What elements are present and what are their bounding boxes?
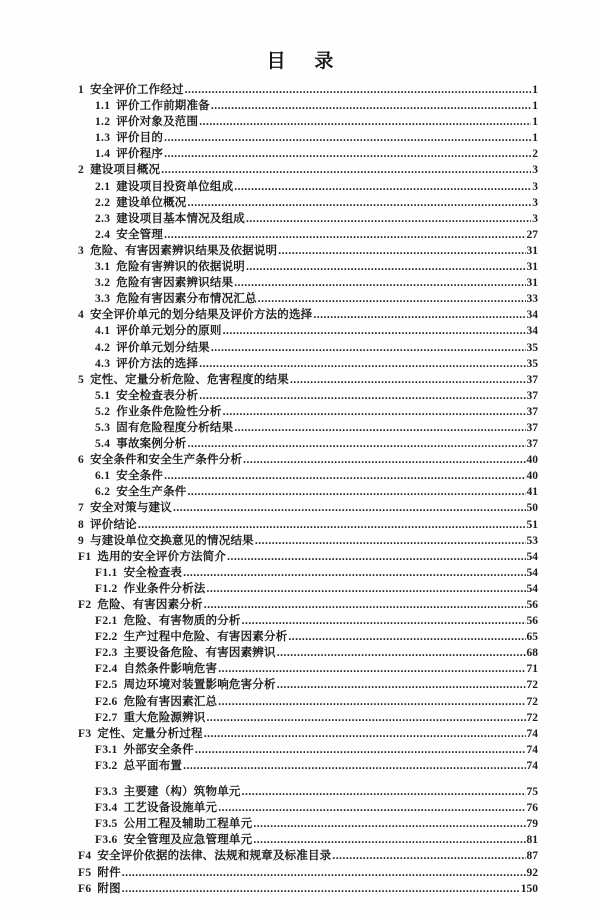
toc-dot-leader bbox=[255, 533, 526, 549]
toc-entry-number: 1.4 bbox=[95, 148, 111, 161]
toc-entry-number: F2.2 bbox=[95, 631, 118, 644]
toc-dot-leader bbox=[199, 388, 525, 404]
toc-entry[interactable] bbox=[78, 114, 538, 130]
toc-entry-label: 自然条件影响危害 bbox=[123, 663, 218, 676]
toc-entry-page: 37 bbox=[526, 405, 538, 418]
toc-dot-leader bbox=[204, 726, 526, 742]
toc-entry-label: 评价工作前期准备 bbox=[116, 100, 210, 113]
toc-dot-leader bbox=[288, 629, 525, 645]
toc-dot-leader bbox=[277, 677, 526, 693]
toc-entry-label: 安全评价工作经过 bbox=[90, 84, 184, 96]
toc-entry-number: F2.7 bbox=[95, 711, 118, 724]
toc-entry-page: 27 bbox=[526, 228, 538, 241]
toc-entry-page: 37 bbox=[526, 373, 538, 386]
toc-entry-page: 1 bbox=[532, 116, 538, 129]
toc-entry-label: 建设单位概况 bbox=[116, 196, 187, 209]
toc-entry[interactable] bbox=[78, 565, 538, 581]
toc-entry-number: F2.1 bbox=[95, 615, 118, 628]
toc-entry-number: F3 bbox=[78, 727, 92, 740]
toc-entry-number: F2.3 bbox=[95, 647, 118, 660]
toc-entry-number: F3.6 bbox=[95, 834, 118, 847]
toc-entry-page: 150 bbox=[520, 882, 538, 895]
toc-entry-number: 4 bbox=[78, 309, 85, 322]
toc-entry-number: 2.3 bbox=[95, 212, 111, 225]
toc-dot-leader bbox=[204, 597, 526, 613]
toc-entry-label: 建设项目基本情况及组成 bbox=[116, 212, 245, 225]
toc-entry-page: 3 bbox=[532, 196, 538, 209]
toc-entry-label: 安全条件和安全生产条件分析 bbox=[90, 454, 243, 467]
toc-dot-leader bbox=[253, 832, 525, 848]
toc-entry-label: 事故案例分析 bbox=[116, 438, 187, 451]
toc-dot-leader bbox=[246, 259, 526, 275]
toc-entry[interactable] bbox=[78, 500, 538, 516]
toc-dot-leader bbox=[242, 784, 526, 800]
toc-entry-page: 74 bbox=[526, 759, 538, 772]
toc-entry-page: 35 bbox=[526, 341, 538, 354]
toc-dot-leader bbox=[183, 565, 525, 581]
toc-entry-page: 56 bbox=[526, 615, 538, 628]
toc-entry-page: 65 bbox=[526, 631, 538, 644]
toc-entry-page: 3 bbox=[532, 180, 538, 193]
toc-entry-label: 评价方法的选择 bbox=[116, 357, 199, 370]
toc-entry-page: 92 bbox=[526, 866, 538, 879]
toc-entry-number: F1.2 bbox=[95, 582, 118, 595]
toc-entry-label: 安全评价依据的法律、法规和规章及标准目录 bbox=[97, 850, 332, 863]
toc-entry-number: F3.1 bbox=[95, 743, 118, 756]
toc-entry-page: 54 bbox=[526, 550, 538, 563]
toc-entry-page: 3 bbox=[532, 164, 538, 177]
toc-entry[interactable] bbox=[78, 291, 538, 307]
toc-entry-page: 56 bbox=[526, 599, 538, 611]
toc-entry-label: 工艺设备设施单元 bbox=[123, 802, 218, 815]
toc-dot-leader bbox=[246, 211, 531, 227]
toc-entry[interactable] bbox=[78, 848, 538, 864]
toc-entry-page: 81 bbox=[526, 834, 538, 847]
toc-entry-number: 3.1 bbox=[95, 261, 111, 274]
toc-entry[interactable] bbox=[78, 82, 538, 98]
toc-entry-label: 评价单元划分结果 bbox=[116, 341, 210, 354]
toc-entry-page: 35 bbox=[526, 357, 538, 370]
toc-entry[interactable] bbox=[78, 195, 538, 211]
toc-entry[interactable] bbox=[78, 677, 538, 693]
toc-entry[interactable] bbox=[78, 420, 538, 436]
toc-entry[interactable] bbox=[78, 436, 538, 452]
toc-entry-number: F3.2 bbox=[95, 759, 118, 772]
toc-entry-page: 79 bbox=[526, 818, 538, 831]
toc-dot-leader bbox=[234, 179, 531, 195]
toc-dot-leader bbox=[332, 848, 525, 864]
toc-entry-label: 安全条件 bbox=[116, 470, 164, 483]
toc-entry[interactable] bbox=[78, 816, 538, 832]
toc-dot-leader bbox=[183, 758, 525, 774]
toc-entry-page: 72 bbox=[526, 711, 538, 724]
toc-entry-label: 评价目的 bbox=[116, 132, 164, 145]
toc-entry-page: 72 bbox=[526, 695, 538, 708]
toc-entry-label: 安全检查表 bbox=[123, 566, 183, 579]
toc-entry-number: 1.2 bbox=[95, 116, 111, 129]
toc-entry-number: 1.1 bbox=[95, 100, 111, 113]
toc-entry-label: 作业条件分析法 bbox=[123, 582, 206, 595]
toc-entry-page: 53 bbox=[526, 534, 538, 547]
toc-entry-page: 54 bbox=[526, 582, 538, 595]
toc-dot-leader bbox=[195, 742, 526, 758]
toc-entry[interactable] bbox=[78, 597, 538, 613]
toc-entry-number: F2.5 bbox=[95, 679, 118, 692]
toc-dot-leader bbox=[164, 130, 531, 146]
toc-entry-label: 危险、有害因素辨识结果及依据说明 bbox=[90, 244, 278, 257]
toc-entry[interactable] bbox=[78, 227, 538, 243]
toc-entry-page: 54 bbox=[526, 566, 538, 579]
toc-entry-label: 危险、有害因素分析 bbox=[97, 599, 203, 611]
toc-entry-number: F1 bbox=[78, 550, 92, 563]
toc-entry-label: 安全检查表分析 bbox=[116, 389, 199, 402]
toc-entry[interactable] bbox=[78, 243, 538, 259]
toc-entry[interactable] bbox=[78, 211, 538, 227]
toc-entry-number: 3.3 bbox=[95, 293, 111, 306]
toc-entry-page: 37 bbox=[526, 438, 538, 451]
toc-entry-label: 重大危险源辨识 bbox=[123, 711, 206, 724]
toc-entry-page: 1 bbox=[532, 84, 538, 96]
toc-entry-label: 建设项目投资单位组成 bbox=[116, 180, 234, 193]
toc-entry[interactable] bbox=[78, 404, 538, 420]
toc-entry[interactable] bbox=[78, 613, 538, 629]
toc-entry-label: 危险有害因素辨识结果 bbox=[116, 277, 234, 290]
toc-dot-leader bbox=[122, 865, 526, 881]
toc-dot-leader bbox=[223, 323, 526, 339]
toc-entry[interactable] bbox=[78, 146, 538, 162]
toc-entry-label: 评价结论 bbox=[90, 518, 137, 531]
toc-entry-label: 主要设备危险、有害因素辨识 bbox=[123, 647, 276, 660]
toc-entry-page: 74 bbox=[526, 727, 538, 740]
toc-entry[interactable] bbox=[78, 372, 538, 388]
toc-entry-label: 危险有害辨识的依据说明 bbox=[116, 261, 245, 274]
toc-dot-leader bbox=[218, 661, 525, 677]
toc-entry-label: 评价程序 bbox=[116, 148, 164, 161]
toc-entry-label: 与建设单位交换意见的情况结果 bbox=[90, 534, 254, 547]
toc-dot-leader bbox=[187, 436, 525, 452]
toc-entry-number: F2.4 bbox=[95, 663, 118, 676]
toc-entry-number: F6 bbox=[78, 882, 92, 895]
toc-list bbox=[78, 82, 538, 897]
toc-entry-number: 9 bbox=[78, 534, 85, 547]
toc-entry-label: 评价对象及范围 bbox=[116, 116, 199, 129]
toc-entry-page: 33 bbox=[526, 293, 538, 306]
toc-dot-leader bbox=[199, 356, 525, 372]
toc-entry[interactable] bbox=[78, 179, 538, 195]
toc-dot-leader bbox=[234, 420, 525, 436]
toc-entry[interactable] bbox=[78, 661, 538, 677]
toc-entry[interactable] bbox=[78, 356, 538, 372]
toc-entry-number: F3.5 bbox=[95, 818, 118, 831]
toc-entry[interactable] bbox=[78, 645, 538, 661]
toc-entry-label: 生产过程中危险、有害因素分析 bbox=[123, 631, 288, 644]
toc-entry[interactable] bbox=[78, 629, 538, 645]
toc-dot-leader bbox=[223, 404, 526, 420]
toc-entry-label: 危险、有害物质的分析 bbox=[123, 615, 241, 628]
toc-entry[interactable] bbox=[78, 710, 538, 726]
toc-dot-leader bbox=[164, 468, 525, 484]
toc-entry-label: 公用工程及辅助工程单元 bbox=[123, 818, 253, 831]
toc-entry[interactable] bbox=[78, 881, 538, 897]
toc-entry-number: F3.4 bbox=[95, 802, 118, 815]
toc-entry-page: 75 bbox=[526, 786, 538, 799]
toc-dot-leader bbox=[122, 881, 520, 897]
toc-entry-number: 1.3 bbox=[95, 132, 111, 145]
toc-dot-leader bbox=[242, 613, 526, 629]
toc-dot-leader bbox=[161, 162, 531, 178]
toc-entry-number: 1 bbox=[78, 84, 85, 96]
toc-entry-number: 6.2 bbox=[95, 486, 111, 499]
toc-entry-label: 安全生产条件 bbox=[116, 486, 187, 499]
toc-entry[interactable] bbox=[78, 275, 538, 291]
toc-entry-page: 1 bbox=[532, 132, 538, 145]
toc-entry-number: 4.2 bbox=[95, 341, 111, 354]
toc-entry-page: 76 bbox=[526, 802, 538, 815]
toc-entry[interactable] bbox=[78, 533, 538, 549]
toc-dot-leader bbox=[164, 146, 531, 162]
toc-dot-leader bbox=[218, 800, 525, 816]
toc-entry[interactable] bbox=[78, 726, 538, 742]
toc-entry-label: 主要建（构）筑物单元 bbox=[123, 786, 241, 799]
toc-entry-page: 2 bbox=[532, 148, 538, 161]
toc-entry-number: F2.6 bbox=[95, 695, 118, 708]
toc-entry-label: 周边环境对装置影响危害分析 bbox=[123, 679, 276, 692]
toc-dot-leader bbox=[164, 227, 525, 243]
toc-entry[interactable] bbox=[78, 340, 538, 356]
toc-entry-label: 总平面布置 bbox=[123, 759, 183, 772]
toc-entry-label: 定性、定量分析危险、危害程度的结果 bbox=[90, 373, 289, 386]
toc-entry-page: 37 bbox=[526, 421, 538, 434]
toc-entry-number: F3.3 bbox=[95, 786, 118, 799]
toc-entry-label: 危险有害因素汇总 bbox=[123, 695, 218, 708]
toc-entry-page: 87 bbox=[526, 850, 538, 863]
toc-entry-label: 附件 bbox=[97, 866, 121, 879]
toc-entry-page: 74 bbox=[526, 743, 538, 756]
toc-entry[interactable] bbox=[78, 758, 538, 774]
toc-entry[interactable] bbox=[78, 259, 538, 275]
toc-entry-number: 5.2 bbox=[95, 405, 111, 418]
toc-entry-label: 危险有害因素分布情况汇总 bbox=[116, 293, 257, 306]
toc-entry[interactable] bbox=[78, 800, 538, 816]
toc-entry-page: 71 bbox=[526, 663, 538, 676]
toc-dot-leader bbox=[243, 452, 525, 468]
toc-entry[interactable] bbox=[78, 784, 538, 800]
toc-entry-page: 51 bbox=[526, 518, 538, 531]
toc-entry[interactable] bbox=[78, 694, 538, 710]
toc-entry-number: 2 bbox=[78, 164, 85, 177]
toc-entry[interactable] bbox=[78, 865, 538, 881]
page-title: 目 录 bbox=[266, 51, 346, 72]
toc-entry-number: 2.2 bbox=[95, 196, 111, 209]
toc-dot-leader bbox=[211, 98, 531, 114]
toc-entry-number: F2 bbox=[78, 599, 92, 611]
toc-entry-number: 5 bbox=[78, 373, 85, 386]
toc-entry[interactable] bbox=[78, 98, 538, 114]
toc-entry-label: 安全对策与建议 bbox=[90, 502, 172, 515]
toc-entry-label: 安全管理 bbox=[116, 228, 164, 241]
toc-dot-leader bbox=[187, 195, 531, 211]
toc-entry[interactable] bbox=[78, 162, 538, 178]
toc-entry-page: 31 bbox=[526, 277, 538, 290]
toc-entry-label: 作业条件危险性分析 bbox=[116, 405, 222, 418]
toc-entry-page: 72 bbox=[526, 679, 538, 692]
toc-entry-number: F4 bbox=[78, 850, 92, 863]
toc-dot-leader bbox=[207, 581, 526, 597]
toc-entry-page: 31 bbox=[526, 261, 538, 274]
toc-entry-page: 50 bbox=[526, 502, 538, 515]
toc-dot-leader bbox=[258, 291, 526, 307]
toc-entry-number: 7 bbox=[78, 502, 85, 515]
toc-entry-number: 3 bbox=[78, 244, 85, 257]
toc-dot-leader bbox=[138, 517, 526, 533]
toc-dot-leader bbox=[173, 500, 526, 516]
toc-dot-leader bbox=[313, 307, 525, 323]
toc-entry-number: F5 bbox=[78, 866, 92, 879]
toc-dot-leader bbox=[253, 816, 525, 832]
toc-entry-number: F1.1 bbox=[95, 566, 118, 579]
toc-entry-number: 6.1 bbox=[95, 470, 111, 483]
toc-dot-leader bbox=[185, 82, 532, 98]
toc-dot-leader bbox=[218, 694, 525, 710]
toc-dot-leader bbox=[187, 484, 525, 500]
toc-dot-leader bbox=[234, 275, 525, 291]
toc-entry[interactable] bbox=[78, 484, 538, 500]
toc-dot-leader bbox=[290, 372, 526, 388]
toc-entry[interactable] bbox=[78, 517, 538, 533]
toc-entry-label: 固有危险程度分析结果 bbox=[116, 421, 234, 434]
toc-entry-number: 5.3 bbox=[95, 421, 111, 434]
toc-entry-number: 4.3 bbox=[95, 357, 111, 370]
toc-entry[interactable] bbox=[78, 307, 538, 323]
toc-entry-page: 34 bbox=[526, 325, 538, 338]
toc-dot-leader bbox=[207, 710, 526, 726]
toc-entry-page: 34 bbox=[526, 309, 538, 322]
toc-entry-number: 3.2 bbox=[95, 277, 111, 290]
toc-entry-label: 外部安全条件 bbox=[123, 743, 194, 756]
toc-entry[interactable] bbox=[78, 832, 538, 848]
toc-entry-number: 5.4 bbox=[95, 438, 111, 451]
toc-dot-leader bbox=[199, 114, 531, 130]
toc-entry-number: 5.1 bbox=[95, 389, 111, 402]
toc-entry-page: 40 bbox=[526, 454, 538, 467]
toc-entry-label: 评价单元划分的原则 bbox=[116, 325, 222, 338]
toc-entry[interactable] bbox=[78, 130, 538, 146]
toc-dot-leader bbox=[277, 645, 526, 661]
toc-entry-label: 选用的安全评价方法简介 bbox=[97, 550, 227, 563]
toc-entry-page: 40 bbox=[526, 470, 538, 483]
toc-dot-leader bbox=[211, 340, 526, 356]
toc-entry-label: 安全评价单元的划分结果及评价方法的选择 bbox=[90, 309, 313, 322]
toc-entry-number: 2.1 bbox=[95, 180, 111, 193]
toc-entry-page: 31 bbox=[526, 244, 538, 257]
toc-entry[interactable] bbox=[78, 549, 538, 565]
toc-entry[interactable] bbox=[78, 452, 538, 468]
toc-entry-number: 6 bbox=[78, 454, 85, 467]
toc-entry-number: 2.4 bbox=[95, 228, 111, 241]
toc-entry-page: 37 bbox=[526, 389, 538, 402]
toc-entry-page: 68 bbox=[526, 647, 538, 660]
toc-entry[interactable] bbox=[78, 388, 538, 404]
toc-entry[interactable] bbox=[78, 323, 538, 339]
toc-entry-label: 安全管理及应急管理单元 bbox=[123, 834, 253, 847]
toc-entry[interactable] bbox=[78, 468, 538, 484]
toc-entry-page: 3 bbox=[532, 212, 538, 225]
toc-entry[interactable] bbox=[78, 581, 538, 597]
toc-entry-label: 建设项目概况 bbox=[90, 164, 161, 177]
toc-entry-page: 41 bbox=[526, 486, 538, 499]
toc-entry[interactable] bbox=[78, 742, 538, 758]
toc-entry-page: 1 bbox=[532, 100, 538, 113]
toc-entry-number: 4.1 bbox=[95, 325, 111, 338]
toc-dot-leader bbox=[227, 549, 525, 565]
toc-entry-label: 定性、定量分析过程 bbox=[97, 727, 203, 740]
toc-entry-label: 附图 bbox=[97, 882, 121, 895]
toc-dot-leader bbox=[278, 243, 525, 259]
toc-entry-number: 8 bbox=[78, 518, 85, 531]
